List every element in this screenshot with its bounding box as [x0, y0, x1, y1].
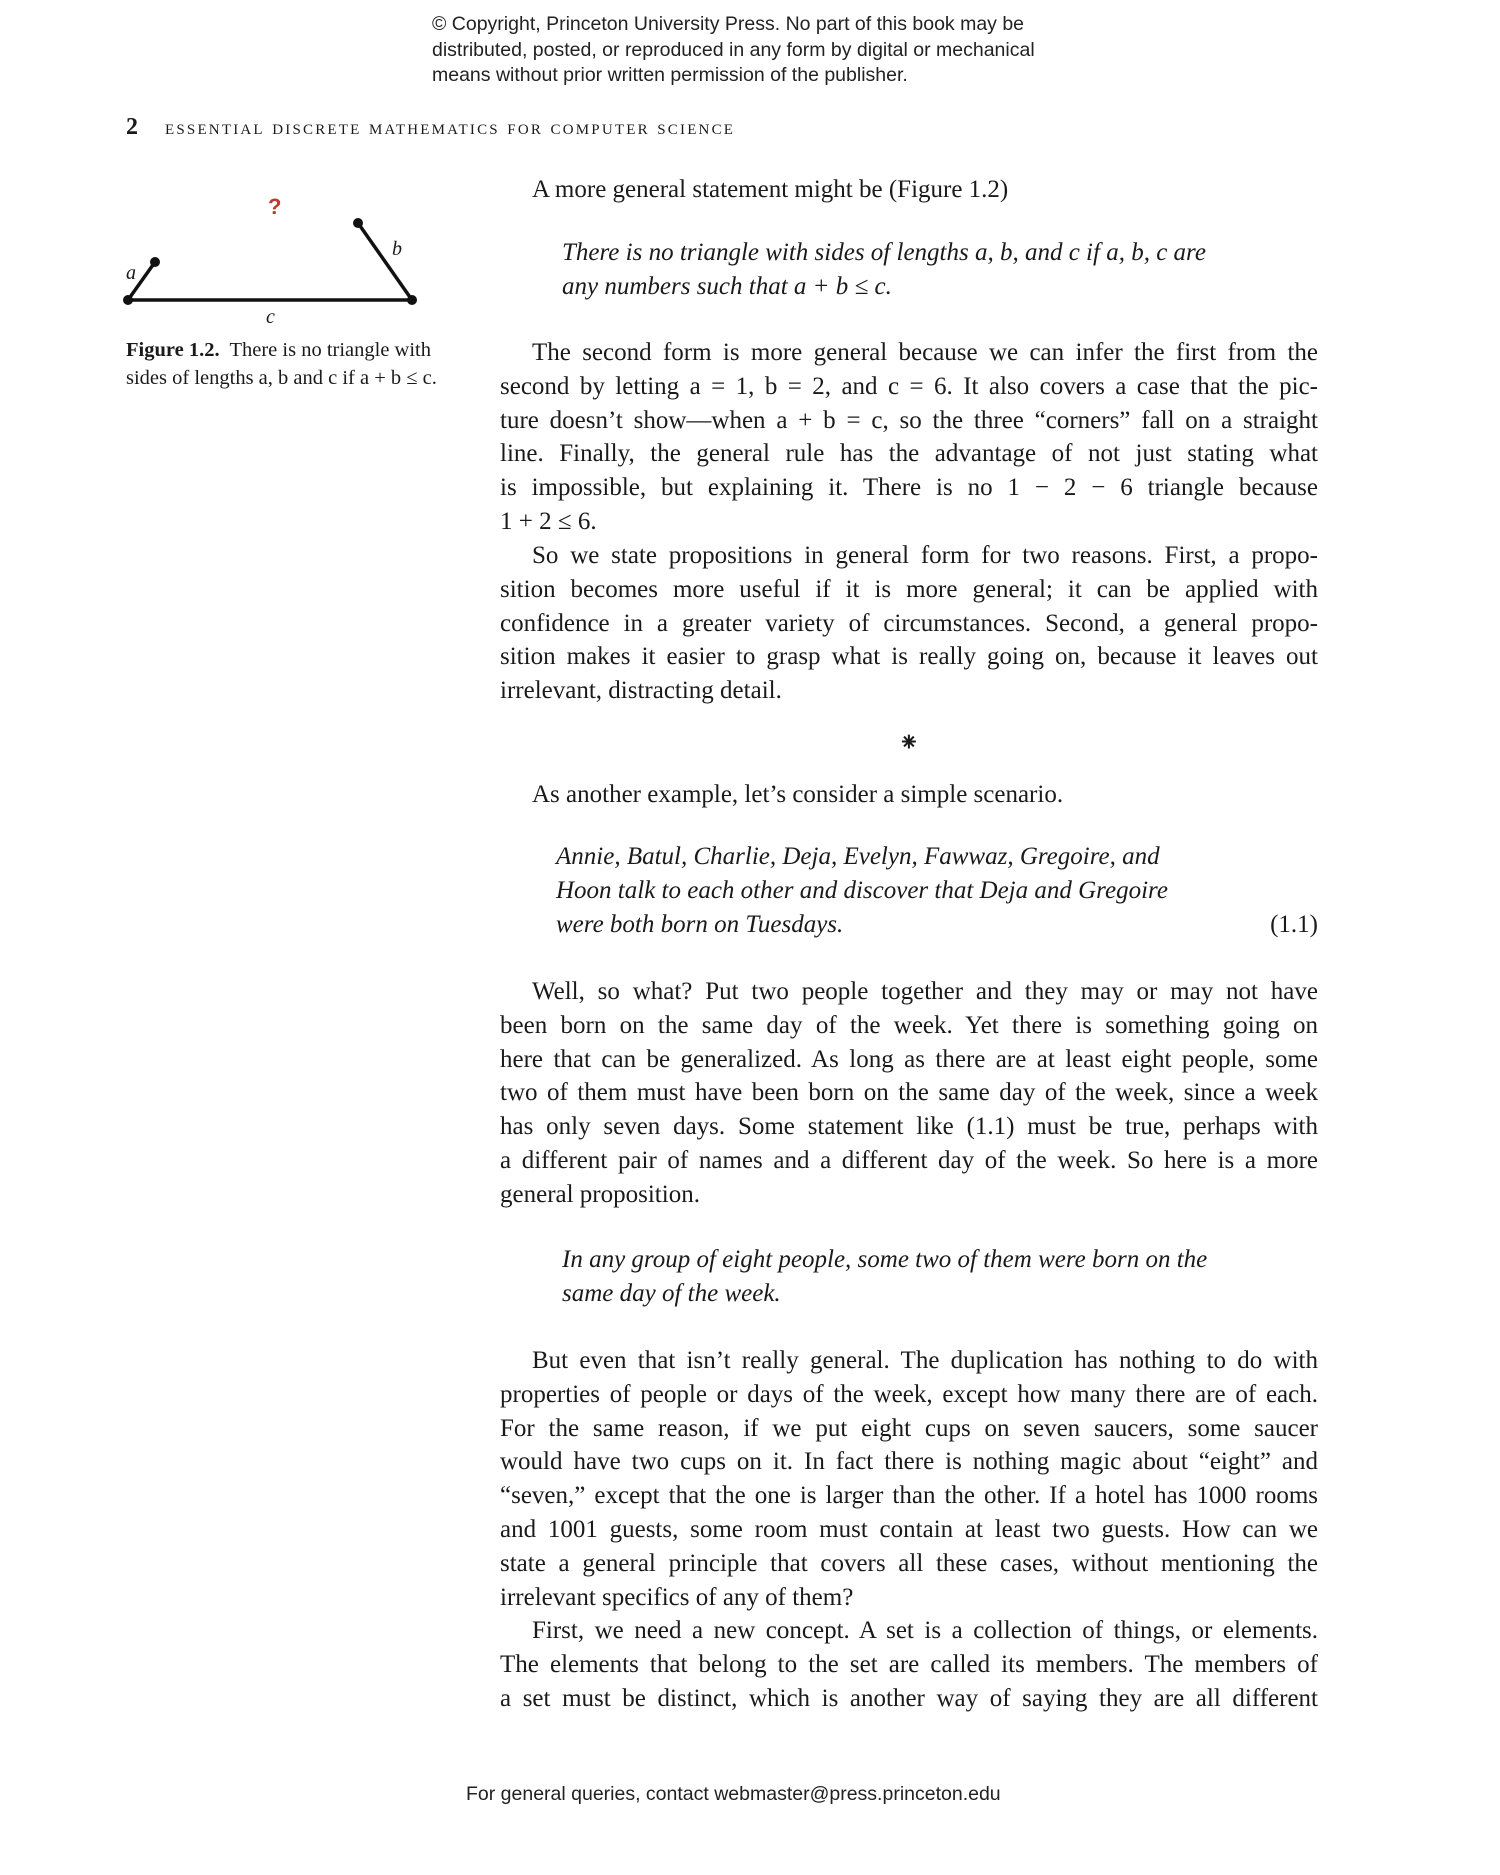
text-line: irrelevant specifics of any of them?	[500, 1583, 854, 1611]
caption-text: There is no triangle with	[229, 339, 431, 361]
quote-line: same day of the week.	[562, 1279, 781, 1307]
text-line: sition becomes more useful if it is more general; it can be applied with	[500, 575, 1318, 603]
text-line: has only seven days. Some statement like (1.1) must be true, perhaps with	[500, 1113, 1318, 1141]
quote-line: There is no triangle with sides of lengths a, b, and c if a, b, c are	[562, 239, 1206, 266]
paragraph-set-concept	[500, 1614, 1318, 1715]
paragraph-so-what	[500, 975, 1318, 1212]
figure-label: Figure 1.2.	[126, 339, 220, 361]
copyright-line: © Copyright, Princeton University Press. No part of this book may be	[432, 13, 1025, 35]
text-line: general proposition.	[500, 1180, 700, 1208]
paragraph-reasons	[500, 539, 1318, 708]
equation-number: (1.1)	[1270, 910, 1318, 938]
quote-scenario	[500, 840, 1318, 941]
text-line: and 1001 guests, some room must contain at least two guests. How can we	[500, 1515, 1318, 1543]
quote-line: Annie, Batul, Charlie, Deja, Evelyn, Fawwaz, Gregoire, and	[556, 843, 1160, 870]
label-a: a	[126, 262, 136, 284]
copyright-line: distributed, posted, or reproduced in any form by digital or mechanical	[432, 38, 1035, 61]
text-line: irrelevant, distracting detail.	[500, 677, 782, 705]
label-c: c	[266, 306, 275, 328]
paragraph-scenario-intro	[500, 778, 1318, 812]
text-line: is impossible, but explaining it. There is no 1 − 2 − 6 triangle because	[500, 474, 1318, 502]
text-line: sition makes it easier to grasp what is really going on, because it leaves out	[500, 643, 1318, 671]
text-line: here that can be generalized. As long as there are at least eight people, some	[500, 1045, 1318, 1073]
question-mark: ?	[268, 194, 282, 219]
text-line: line. Finally, the general rule has the advantage of not just stating what	[500, 440, 1318, 468]
text-line: But even that isn’t really general. The duplication has nothing to do with	[532, 1347, 1318, 1374]
text-line: been born on the same day of the week. Yet there is something going on	[500, 1011, 1318, 1039]
text-line: a different pair of names and a different day of the week. So here is a more	[500, 1146, 1318, 1174]
text-line: two of them must have been born on the same day of the week, since a week	[500, 1079, 1318, 1107]
text-line: The elements that belong to the set are called its members. The members of	[500, 1650, 1318, 1678]
text-line: So we state propositions in general form for two reasons. First, a propo-	[532, 542, 1318, 569]
text-line: 1 + 2 ≤ 6.	[500, 507, 597, 535]
text-line: “seven,” except that the one is larger than the other. If a hotel has 1000 rooms	[500, 1482, 1318, 1510]
caption-text: sides of lengths a, b and c if a + b ≤ c.	[126, 367, 437, 389]
text-line: The second form is more general because we can infer the first from the	[532, 339, 1318, 366]
text-line: state a general principle that covers all these cases, without mentioning the	[500, 1549, 1318, 1577]
quote-line	[500, 908, 1318, 942]
quote-line: any numbers such that a + b ≤ c.	[562, 272, 892, 300]
quote-line: Hoon talk to each other and discover that Deja and Gregoire	[556, 876, 1168, 904]
paragraph-intro	[500, 173, 1318, 207]
text-line: As another example, let’s consider a simple scenario.	[532, 781, 1064, 808]
figure-caption	[126, 336, 466, 392]
text-line: second by letting a = 1, b = 2, and c = 6. It also covers a case that the pic-	[500, 372, 1318, 400]
text-line: ture doesn’t show—when a + b = c, so the three “corners” fall on a straight	[500, 406, 1318, 434]
text-line: First, we need a new concept. A set is a collection of things, or elements.	[532, 1617, 1318, 1644]
text-line: properties of people or days of the week, except how many there are of each.	[500, 1380, 1318, 1408]
copyright-notice	[432, 12, 1035, 89]
label-b: b	[392, 238, 402, 260]
paragraph-second-form	[500, 336, 1318, 539]
quote-text: were both born on Tuesdays.	[556, 910, 844, 938]
text-line: Well, so what? Put two people together and they may or may not have	[532, 978, 1318, 1005]
text-line: confidence in a greater variety of circumstances. Second, a general propo-	[500, 609, 1318, 637]
section-break-dingbat: ⁕	[898, 728, 920, 757]
text-line: would have two cups on it. In fact there is nothing magic about “eight” and	[500, 1448, 1318, 1476]
quote-eight-people	[562, 1243, 1262, 1311]
intro-text: A more general statement might be (Figure 1.2)	[532, 176, 1009, 203]
page-number: 2	[126, 114, 138, 140]
copyright-line: means without prior written permission of the publisher.	[432, 64, 908, 86]
paragraph-duplication	[500, 1344, 1318, 1614]
quote-triangle	[562, 236, 1262, 304]
running-head	[126, 114, 735, 141]
figure-triangle	[110, 190, 450, 330]
text-line: For the same reason, if we put eight cups on seven saucers, some saucer	[500, 1414, 1318, 1442]
quote-line: In any group of eight people, some two of them were born on the	[562, 1246, 1208, 1273]
book-title: essential discrete mathematics for computer science	[165, 115, 736, 139]
text-line: a set must be distinct, which is another way of saying they are all different	[500, 1684, 1318, 1712]
footer-contact: For general queries, contact webmaster@press.princeton.edu	[466, 1783, 1001, 1805]
